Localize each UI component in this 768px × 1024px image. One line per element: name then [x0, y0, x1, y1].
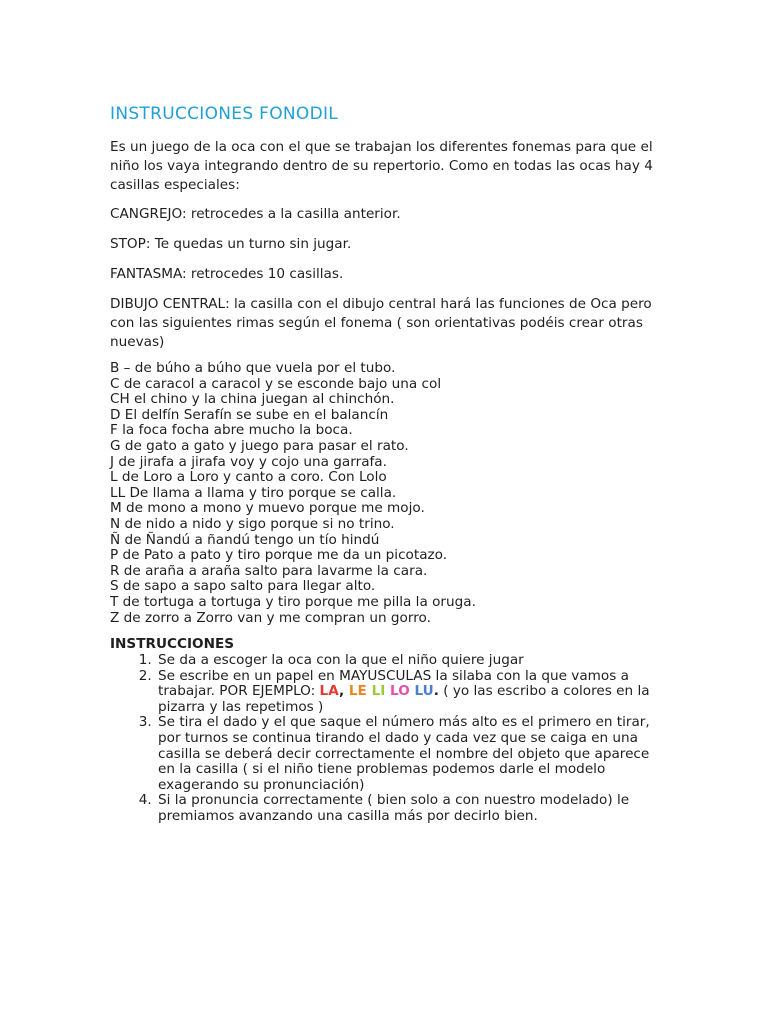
- syllable: LU: [414, 683, 434, 700]
- rhyme-line: P de Pato a pato y tiro porque me da un picotazo.: [110, 547, 448, 564]
- instruction-step-2: [156, 669, 670, 716]
- intro-paragraph: Es un juego de la oca con el que se trabajan los diferentes fonemas para que el niño los vaya integrando dentro de su repertorio. Como en todas las ocas hay 4 casillas especiales:: [110, 139, 653, 193]
- rhyme-line: R de araña a araña salto para lavarme la cara.: [110, 562, 428, 579]
- rhyme-line: G de gato a gato y juego para pasar el rato.: [110, 437, 409, 454]
- rhyme-line: Ñ de Ñandú a ñandú tengo un tío hindú: [110, 531, 380, 548]
- instruction-step-4: [156, 793, 670, 824]
- instruction-step-3: [156, 715, 670, 793]
- rhyme-line: M de mono a mono y muevo porque me mojo.: [110, 500, 425, 517]
- instruction-step-text: Se da a escoger la oca con la que el niño quiere jugar: [158, 652, 524, 669]
- instruction-step-text: ( yo las escribo a colores en la pizarra y las repetimos ): [158, 683, 650, 715]
- rhyme-line: S de sapo a sapo salto para llegar alto.: [110, 578, 376, 595]
- instruction-step-text: Se tira el dado y el que saque el número más alto es el primero en tirar, por turnos se continua tirando el dado y cada vez que se caiga en una casilla se deberá decir correctamente el nombre del objeto que aparece en la casilla ( si el niño tiene problemas podemos darle el modelo exagerando su pronunciación): [158, 714, 650, 793]
- instructions-list: [110, 653, 670, 825]
- special-square-cangrejo: CANGREJO: retrocedes a la casilla anterior.: [110, 206, 401, 222]
- rhyme-line: B – de búho a búho que vuela por el tubo.: [110, 360, 396, 376]
- syllable: LA: [319, 683, 339, 700]
- syllable: LE: [348, 683, 367, 700]
- syllable: LO: [390, 683, 410, 700]
- special-square-fantasma: FANTASMA: retrocedes 10 casillas.: [110, 266, 344, 282]
- rhyme-line: D El delfín Serafín se sube en el balancín: [110, 406, 389, 423]
- rhyme-line: F la foca focha abre mucho la boca.: [110, 422, 353, 439]
- instructions-heading: INSTRUCCIONES: [110, 636, 235, 653]
- document-title: INSTRUCCIONES FONODIL: [110, 104, 339, 124]
- rhyme-line: L de Loro a Loro y canto a coro. Con Lolo: [110, 469, 387, 486]
- rhyme-line: T de tortuga a tortuga y tiro porque me pilla la oruga.: [110, 593, 476, 610]
- rhyme-line: Z de zorro a Zorro van y me compran un gorro.: [110, 609, 431, 626]
- syllable: ,: [338, 683, 349, 700]
- special-square-stop: STOP: Te quedas un turno sin jugar.: [110, 236, 352, 252]
- syllable: .: [433, 683, 439, 700]
- rhyme-list: [110, 361, 670, 626]
- document-content: [110, 104, 670, 825]
- rhyme-line: J de jirafa a jirafa voy y cojo una garrafa.: [110, 453, 387, 470]
- rhyme-line: C de caracol a caracol y se esconde bajo una col: [110, 375, 442, 392]
- instruction-step-text: Se escribe en un papel en MAYUSCULAS la silaba con la que vamos a trabajar. POR EJEMPLO:: [158, 667, 629, 700]
- rhyme-line: CH el chino y la china juegan al chinchón.: [110, 391, 395, 408]
- rhyme-line: N de nido a nido y sigo porque si no trino.: [110, 515, 395, 532]
- colored-syllables: [320, 683, 439, 699]
- instruction-step-text: Si la pronuncia correctamente ( bien solo a con nuestro modelado) le premiamos avanzando una casilla más por decirlo bien.: [158, 792, 630, 825]
- syllable: LI: [371, 683, 386, 700]
- dibujo-central-paragraph: DIBUJO CENTRAL: la casilla con el dibujo central hará las funciones de Oca pero con las siguientes rimas según el fonema ( son orientativas podéis crear otras nuevas): [110, 296, 652, 350]
- instruction-step-1: [156, 653, 670, 669]
- rhyme-line: LL De llama a llama y tiro porque se calla.: [110, 484, 397, 501]
